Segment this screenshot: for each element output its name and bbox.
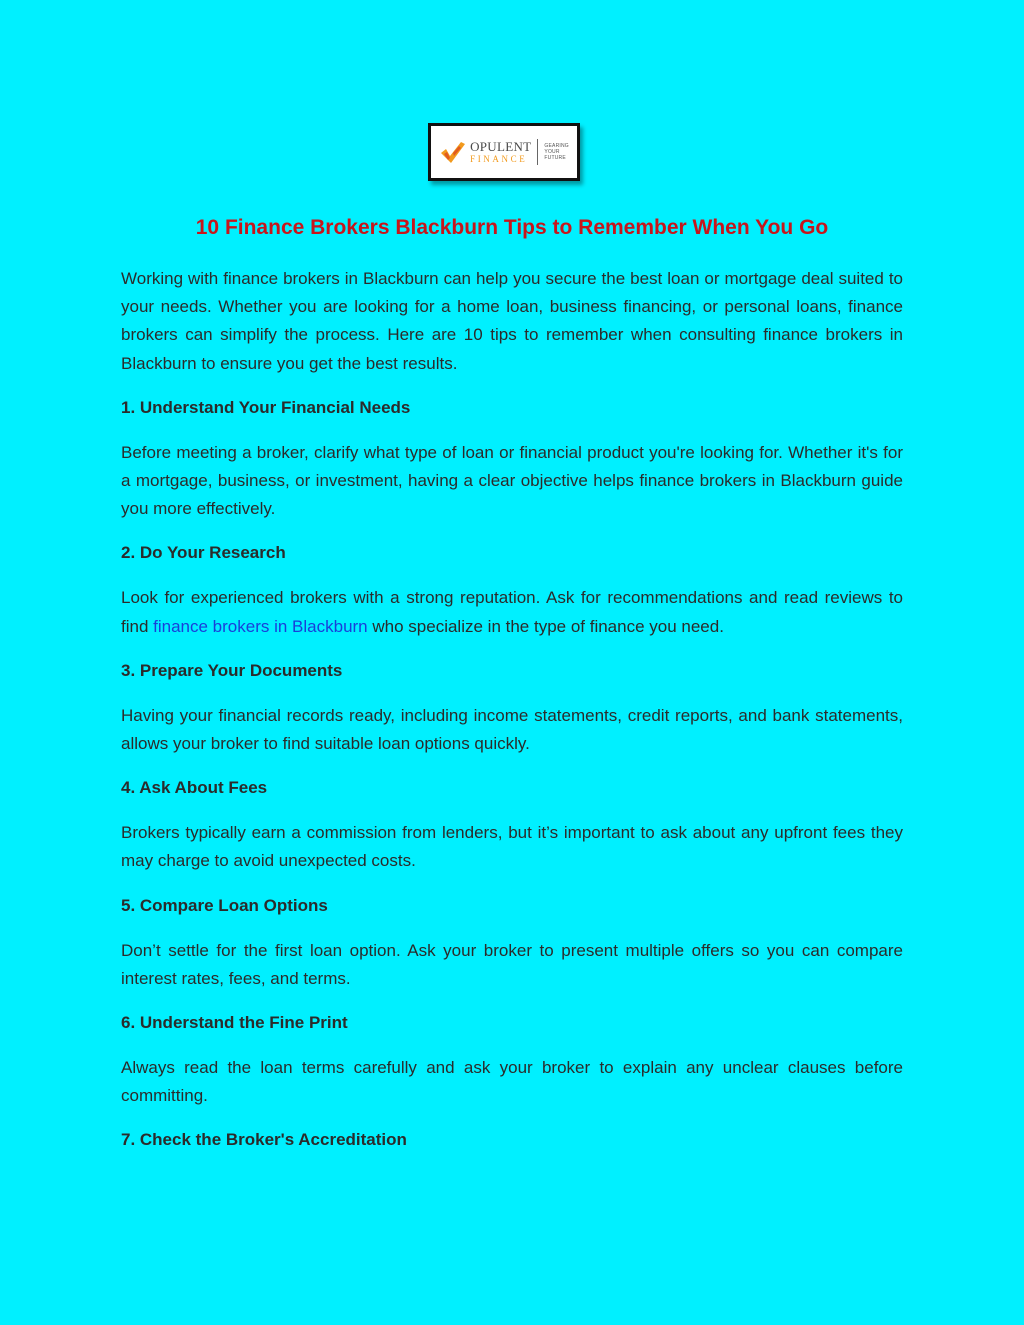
section-paragraph <box>121 584 903 640</box>
section-paragraph: Before meeting a broker, clarify what type of loan or financial product you're looking for. Whether it's for a mortgage, business, or investment, having a clear objective helps finance brokers in Blackburn guide you more effectively. <box>121 442 903 519</box>
logo-tagline-line: GEARING <box>544 142 569 149</box>
logo-word-finance: FINANCE <box>470 154 528 164</box>
section-heading: 6. Understand the Fine Print <box>121 1013 348 1033</box>
section-paragraph: Brokers typically earn a commission from lenders, but it’s important to ask about any upfront fees they may charge to avoid unexpected costs. <box>121 823 903 871</box>
page-title: 10 Finance Brokers Blackburn Tips to Remember When You Go <box>195 216 829 239</box>
finance-brokers-link[interactable]: finance brokers in Blackburn <box>153 616 368 636</box>
article-body <box>121 265 903 1154</box>
section-paragraph: Don’t settle for the first loan option. Ask your broker to present multiple offers so you can compare interest rates, fees, and terms. <box>121 940 903 988</box>
section-paragraph: Always read the loan terms carefully and ask your broker to explain any unclear clauses before committing. <box>121 1058 903 1106</box>
section-heading: 2. Do Your Research <box>121 543 286 563</box>
logo-word-opulent: OPULENT <box>470 139 532 154</box>
checkmark-flame-logo-icon <box>439 139 467 165</box>
section-heading: 7. Check the Broker's Accreditation <box>121 1130 407 1150</box>
logo-tagline <box>544 143 568 162</box>
intro-paragraph: Working with finance brokers in Blackburn can help you secure the best loan or mortgage deal suited to your needs. Whether you are looking for a home loan, business financing, or personal loans, finance brokers can simplify the process. Here are 10 tips to remember when consulting finance brokers in Blackburn to ensure you get the best results. <box>121 269 903 373</box>
section-paragraph: Having your financial records ready, including income statements, credit reports, and bank statements, allows your broker to find suitable loan options quickly. <box>121 705 903 754</box>
company-logo <box>428 123 580 181</box>
paragraph-text: Look for experienced brokers with a strong reputation. Ask for recommendations and read reviews to find <box>121 588 903 636</box>
section-heading: 5. Compare Loan Options <box>121 895 328 915</box>
section-heading: 4. Ask About Fees <box>121 778 268 798</box>
paragraph-text: who specialize in the type of finance you need. <box>367 616 724 636</box>
logo-tagline-line: YOUR <box>544 148 560 155</box>
logo-divider <box>537 139 538 165</box>
section-heading: 1. Understand Your Financial Needs <box>121 397 411 417</box>
logo-tagline-line: FUTURE <box>544 155 566 162</box>
section-heading: 3. Prepare Your Documents <box>121 660 343 680</box>
